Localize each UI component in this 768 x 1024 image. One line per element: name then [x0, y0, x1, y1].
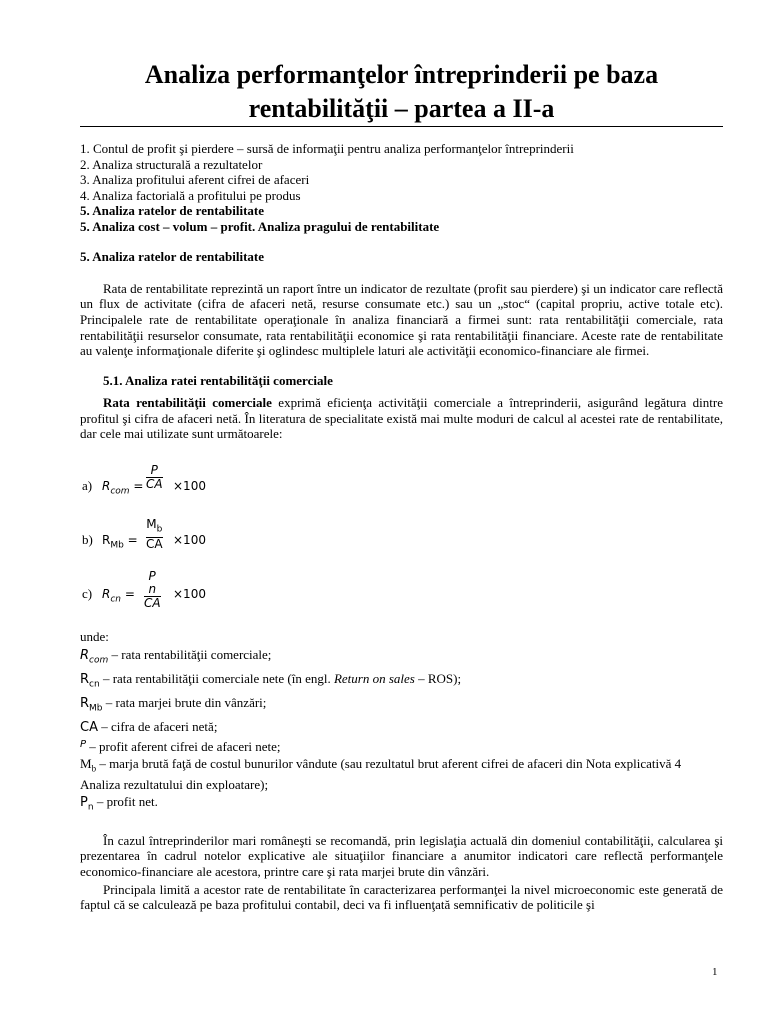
- toc-item: 5. Analiza ratelor de rentabilitate: [80, 203, 265, 219]
- formula-label: a): [82, 478, 93, 494]
- title-line-2: rentabilităţii – partea a II-a: [248, 94, 555, 123]
- toc-item: 3. Analiza profitului aferent cifrei de afaceri: [80, 172, 310, 188]
- page-number: 1: [712, 966, 718, 978]
- formula-label: c): [82, 586, 93, 602]
- paragraph: Rata de rentabilitate reprezintă un raport între un indicator de rezultate (profit sau pierdere) şi un indicator care reflectă un flux de activitate (cifra de afaceri netă, resurse consumate etc.) sau un „stoc“ (capital propriu, active totale etc). Principalele rate de rentabilitate operaţionale în analiza financiară a firmei sunt: rata rentabilităţii comerciale, rata rentabilităţii resurselor consumate, rata rentabilităţii economice şi rata rentabilităţii financiare. Aceste rate de rentabilitate au valenţe informaţionale diferite şi oglindesc multiplele laturi ale activităţii economico-financiare ale firmei.: [80, 280, 723, 359]
- title-line-1: Analiza performanţelor întreprinderii pe baza: [144, 60, 659, 89]
- definition-item: $P_n$ – profit net.: [80, 793, 158, 813]
- toc-item: 5. Analiza cost – volum – profit. Analiza pragului de rentabilitate: [80, 218, 440, 234]
- formula-lhs: $R_{cn}$ =: [102, 587, 135, 605]
- formula-multiplier: ×100: [173, 533, 206, 548]
- toc-item: 2. Analiza structurală a rezultatelor: [80, 156, 263, 172]
- definition-item: $R_{Mb}$ – rata marjei brute din vânzări;: [80, 694, 267, 714]
- subsection-heading: 5.1. Analiza ratei rentabilităţii comerciale: [103, 373, 333, 389]
- formula-label: b): [82, 532, 93, 548]
- formula-lhs: $R_{Mb}$ =: [102, 533, 138, 551]
- formula-b: [80, 518, 723, 562]
- definition-item: $^P$ – profit aferent cifrei de afaceri nete;: [80, 739, 281, 755]
- section-heading: 5. Analiza ratelor de rentabilitate: [80, 248, 265, 264]
- definition-item: CA – cifra de afaceri netă;: [80, 718, 218, 735]
- paragraph: În cazul întreprinderilor mari româneşti se recomandă, prin legislaţia actuală din domeniul contabilităţii, calcularea şi prezentarea în cadrul notelor explicative ale situaţiilor financiare a anumitor indicatori care reflectă performanţele economico-financiare ale acestora, printre care şi rata marjei brute din vânzări.: [80, 832, 723, 880]
- formula-fraction: P CA: [146, 463, 163, 492]
- document-page: [80, 58, 723, 913]
- definitions-list: [80, 628, 723, 816]
- paragraph-text: exprimă eficienţa activităţii comerciale a întreprinderii, asigurând legătura dintre profitul şi cifra de afaceri netă. În literatura de specialitate există mai multe moduri de calcul al acestei rate de rentabilitate, dar cele mai utilizate sunt următoarele:: [80, 395, 723, 442]
- definitions-intro: unde:: [80, 629, 109, 645]
- definition-item: $R_{com}$ – rata rentabilităţii comerciale;: [80, 646, 272, 666]
- formula-c: [80, 569, 723, 616]
- bold-term: Rata rentabilităţii comerciale: [103, 395, 272, 411]
- toc-item: 4. Analiza factorială a profitului pe produs: [80, 187, 301, 203]
- formula-fraction: $M_b$ CA: [146, 517, 163, 551]
- table-of-contents: [80, 141, 723, 235]
- paragraph: [80, 395, 723, 442]
- definition-item: $R_{cn}$ – rata rentabilităţii comerciale nete (în engl. Return on sales – ROS);: [80, 670, 462, 690]
- formula-lhs: $R_{com}$ =: [102, 479, 144, 497]
- formula-multiplier: ×100: [173, 587, 206, 602]
- formula-fraction: P n CA: [144, 569, 161, 611]
- formula-multiplier: ×100: [173, 479, 206, 494]
- paragraph: Principala limită a acestor rate de rentabilitate în caracterizarea performanţei la nivel microeconomic este generată de faptul că se calculează pe baza profitului contabil, deci va fi influenţată semnificativ de politicile şi: [80, 881, 723, 913]
- definition-item: $M_b$ – marja brută faţă de costul bunurilor vândute (sau rezultatul brut aferent cifrei de afaceri din Nota explicativă 4 Analiza rezultatului din exploatare);: [80, 755, 682, 792]
- formula-a: [80, 464, 723, 508]
- document-title: [80, 58, 723, 127]
- toc-item: 1. Contul de profit şi pierdere – sursă de informaţii pentru analiza performanţelor întreprinderii: [80, 141, 574, 156]
